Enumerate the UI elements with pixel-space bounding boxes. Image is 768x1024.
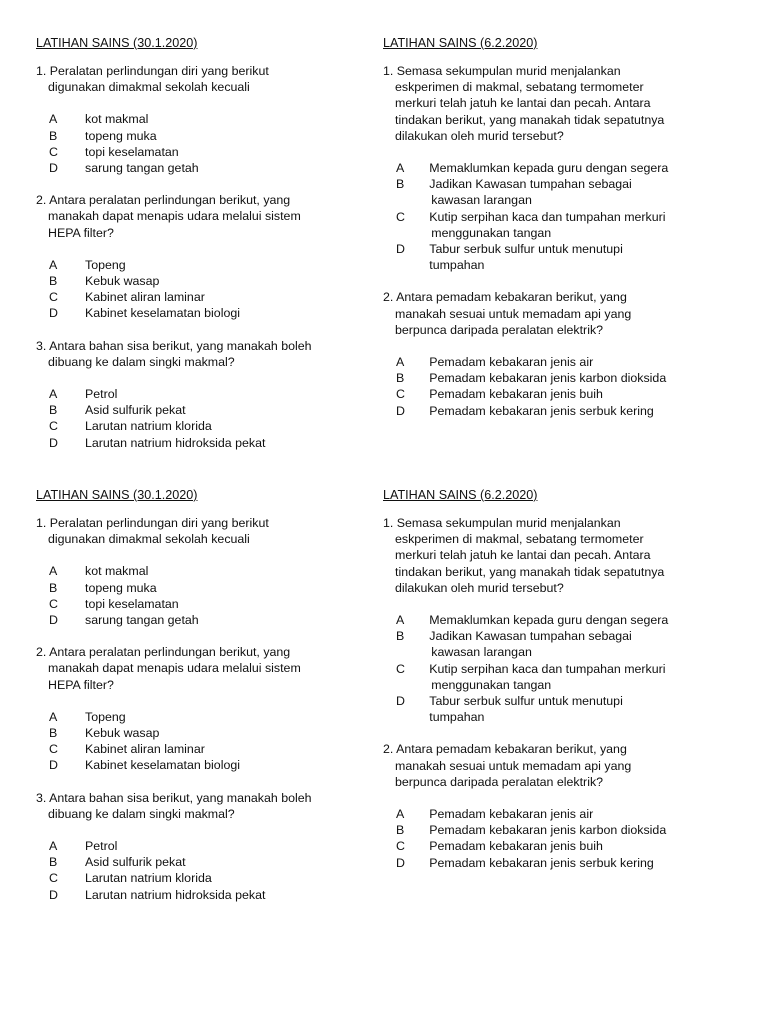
option-b: B Pemadam kebakaran jenis karbon dioksida: [396, 823, 667, 838]
question-1: [383, 515, 723, 725]
option-d: D Larutan natrium hidroksida pekat: [49, 887, 266, 902]
option-b: B Kebuk wasap: [49, 274, 160, 289]
option-b: B Pemadam kebakaran jenis karbon dioksida: [396, 371, 667, 386]
question-1: [36, 63, 376, 176]
worksheet-6-2-2020-top: [383, 35, 723, 419]
question-text-line: 2. Antara peralatan perlindungan berikut, yang: [36, 193, 291, 208]
option-c: C Kabinet aliran laminar: [49, 290, 205, 305]
question-3: [36, 338, 376, 451]
question-1: [36, 515, 376, 628]
option-c: C Kutip serpihan kaca dan tumpahan merkuri menggunakan tangan: [396, 209, 666, 240]
question-text-line: 1. Semasa sekumpulan murid menjalankan: [383, 516, 621, 530]
question-text-line: tindakan berikut, yang manakah tidak sepatutnya: [395, 564, 665, 579]
question-text-line: tindakan berikut, yang manakah tidak sepatutnya: [395, 112, 665, 127]
worksheet-30-1-2020-top: [36, 35, 376, 451]
option-b: B Kebuk wasap: [49, 726, 160, 741]
question-text-line: HEPA filter?: [48, 225, 114, 240]
question-text-line: berpunca daripada peralatan elektrik?: [395, 322, 604, 337]
question-3: [36, 790, 376, 903]
option-a: A kot makmal: [49, 112, 149, 127]
question-text-line: 1. Semasa sekumpulan murid menjalankan: [383, 64, 621, 78]
option-c: C Pemadam kebakaran jenis buih: [396, 839, 603, 854]
option-b: B Jadikan Kawasan tumpahan sebagai kawasan larangan: [396, 629, 632, 660]
question-text-line: 3. Antara bahan sisa berikut, yang manakah boleh: [36, 790, 312, 805]
question-text-line: manakah dapat menapis udara melalui sistem: [48, 661, 301, 676]
option-a: A Topeng: [49, 257, 126, 272]
option-c: C topi keselamatan: [49, 144, 179, 159]
option-a: A Pemadam kebakaran jenis air: [396, 807, 594, 822]
option-b: B topeng muka: [49, 128, 157, 143]
option-b: B Asid sulfurik pekat: [49, 403, 186, 418]
option-c: C Larutan natrium klorida: [49, 871, 212, 886]
question-2: [383, 741, 723, 870]
option-d: D Pemadam kebakaran jenis serbuk kering: [396, 403, 654, 418]
question-2: [383, 289, 723, 418]
option-a: A Memaklumkan kepada guru dengan segera: [396, 613, 669, 628]
worksheet-title: LATIHAN SAINS (6.2.2020): [383, 488, 538, 502]
option-a: A Pemadam kebakaran jenis air: [396, 355, 594, 370]
question-1: [383, 63, 723, 273]
worksheet-6-2-2020-bottom: [383, 487, 723, 871]
option-d: D Kabinet keselamatan biologi: [49, 306, 240, 321]
question-text-line: manakah dapat menapis udara melalui sistem: [48, 209, 301, 224]
question-text-line: dibuang ke dalam singki makmal?: [48, 806, 235, 821]
question-text-line: 1. Peralatan perlindungan diri yang berikut: [36, 516, 269, 530]
worksheet-title: LATIHAN SAINS (30.1.2020): [36, 488, 198, 502]
option-c: C Kutip serpihan kaca dan tumpahan merkuri menggunakan tangan: [396, 661, 666, 692]
question-text-line: berpunca daripada peralatan elektrik?: [395, 774, 604, 789]
option-d: D Larutan natrium hidroksida pekat: [49, 435, 266, 450]
question-text-line: 1. Peralatan perlindungan diri yang berikut: [36, 64, 269, 78]
option-a: A Petrol: [49, 839, 118, 854]
question-text-line: 2. Antara pemadam kebakaran berikut, yang: [383, 742, 627, 757]
worksheet-title: LATIHAN SAINS (30.1.2020): [36, 36, 198, 50]
question-text-line: eskperimen di makmal, sebatang termometer: [395, 80, 644, 95]
option-d: D Kabinet keselamatan biologi: [49, 758, 240, 773]
question-text-line: merkuri telah jatuh ke lantai dan pecah. Antara: [395, 96, 651, 111]
question-text-line: dibuang ke dalam singki makmal?: [48, 354, 235, 369]
option-d: D Tabur serbuk sulfur untuk menutupi tumpahan: [396, 242, 623, 273]
question-text-line: digunakan dimakmal sekolah kecuali: [48, 80, 250, 95]
question-2: [36, 192, 376, 321]
option-c: C Larutan natrium klorida: [49, 419, 212, 434]
option-a: A Petrol: [49, 387, 118, 402]
option-a: A Topeng: [49, 709, 126, 724]
question-text-line: 2. Antara peralatan perlindungan berikut, yang: [36, 645, 291, 660]
question-text-line: manakah sesuai untuk memadam api yang: [395, 306, 632, 321]
worksheet-30-1-2020-bottom: [36, 487, 376, 903]
option-d: D sarung tangan getah: [49, 613, 199, 628]
question-text-line: eskperimen di makmal, sebatang termometer: [395, 532, 644, 547]
question-text-line: 3. Antara bahan sisa berikut, yang manakah boleh: [36, 338, 312, 353]
option-c: C Kabinet aliran laminar: [49, 742, 205, 757]
option-b: B topeng muka: [49, 580, 157, 595]
option-d: D Tabur serbuk sulfur untuk menutupi tumpahan: [396, 694, 623, 725]
option-b: B Jadikan Kawasan tumpahan sebagai kawasan larangan: [396, 177, 632, 208]
option-d: D Pemadam kebakaran jenis serbuk kering: [396, 855, 654, 870]
question-text-line: manakah sesuai untuk memadam api yang: [395, 758, 632, 773]
option-b: B Asid sulfurik pekat: [49, 855, 186, 870]
option-c: C topi keselamatan: [49, 596, 179, 611]
option-d: D sarung tangan getah: [49, 161, 199, 176]
question-text-line: digunakan dimakmal sekolah kecuali: [48, 532, 250, 547]
question-text-line: 2. Antara pemadam kebakaran berikut, yang: [383, 290, 627, 305]
question-text-line: dilakukan oleh murid tersebut?: [395, 580, 564, 595]
option-a: A kot makmal: [49, 564, 149, 579]
question-text-line: dilakukan oleh murid tersebut?: [395, 128, 564, 143]
question-2: [36, 644, 376, 773]
option-a: A Memaklumkan kepada guru dengan segera: [396, 161, 669, 176]
worksheet-title: LATIHAN SAINS (6.2.2020): [383, 36, 538, 50]
question-text-line: HEPA filter?: [48, 677, 114, 692]
option-c: C Pemadam kebakaran jenis buih: [396, 387, 603, 402]
question-text-line: merkuri telah jatuh ke lantai dan pecah. Antara: [395, 548, 651, 563]
